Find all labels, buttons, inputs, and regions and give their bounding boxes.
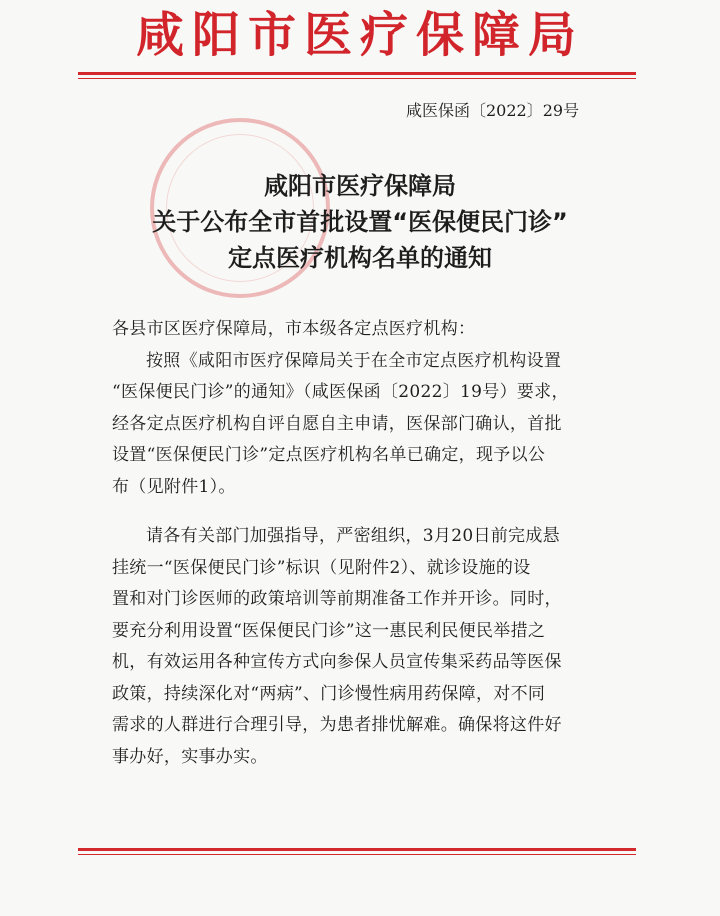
footer-red-rule-thick [78,848,636,851]
salutation-text: 各县市区医疗保障局，市本级各定点医疗机构： [112,319,476,339]
paragraph-line: 政策，持续深化对“两病”、门诊慢性病用药保障，对不同 [112,683,546,704]
title-line: 定点医疗机构名单的通知 [228,244,492,272]
paragraph-line: “医保便民门诊”的通知》（咸医保函〔2022〕19号）要求， [112,382,569,402]
title-line: 咸阳市医疗保障局 [264,172,456,200]
paragraph-line: 置和对门诊医师的政策培训等前期准备工作并开诊。同时， [112,589,562,609]
paragraph-line: 要充分利用设置“医保便民门诊”这一惠民利民便民举措之 [112,620,546,641]
paragraph-line: 挂统一“医保便民门诊”标识（见附件2）、就诊设施的设 [112,557,531,578]
notice-title [0,168,720,276]
paragraph-line: 经各定点医疗机构自评自愿自主申请，医保部门确认，首批 [112,413,562,434]
paragraph-1 [112,346,612,504]
paragraph-line: 请各有关部门加强指导，严密组织，3月20日前完成悬 [146,526,560,546]
header-red-rule-thin [78,78,636,79]
paragraph-line: 需求的人群进行合理引导，为患者排忧解难。确保将这件好 [112,715,562,735]
paragraph-line: 按照《咸阳市医疗保障局关于在全市定点医疗机构设置 [146,350,562,371]
paragraph-line: 事办好，实事办实。 [112,746,268,767]
header-red-rule-thick [78,72,636,75]
notice-body [112,314,612,773]
paragraph-2 [112,521,612,773]
salutation [112,314,612,346]
paragraph-gap [112,503,612,521]
paragraph-line: 设置“医保便民门诊”定点医疗机构名单已确定，现予以公 [112,445,546,465]
paragraph-line: 布（见附件1）。 [112,476,236,497]
footer-red-rule-thin [78,854,636,855]
paragraph-line: 机，有效运用各种宣传方式向参保人员宣传集采药品等医保 [112,652,562,672]
title-line: 关于公布全市首批设置“医保便民门诊” [152,208,568,236]
document-number: 咸医保函〔2022〕29号 [406,101,580,120]
agency-header-title: 咸阳市医疗保障局 [135,7,584,63]
